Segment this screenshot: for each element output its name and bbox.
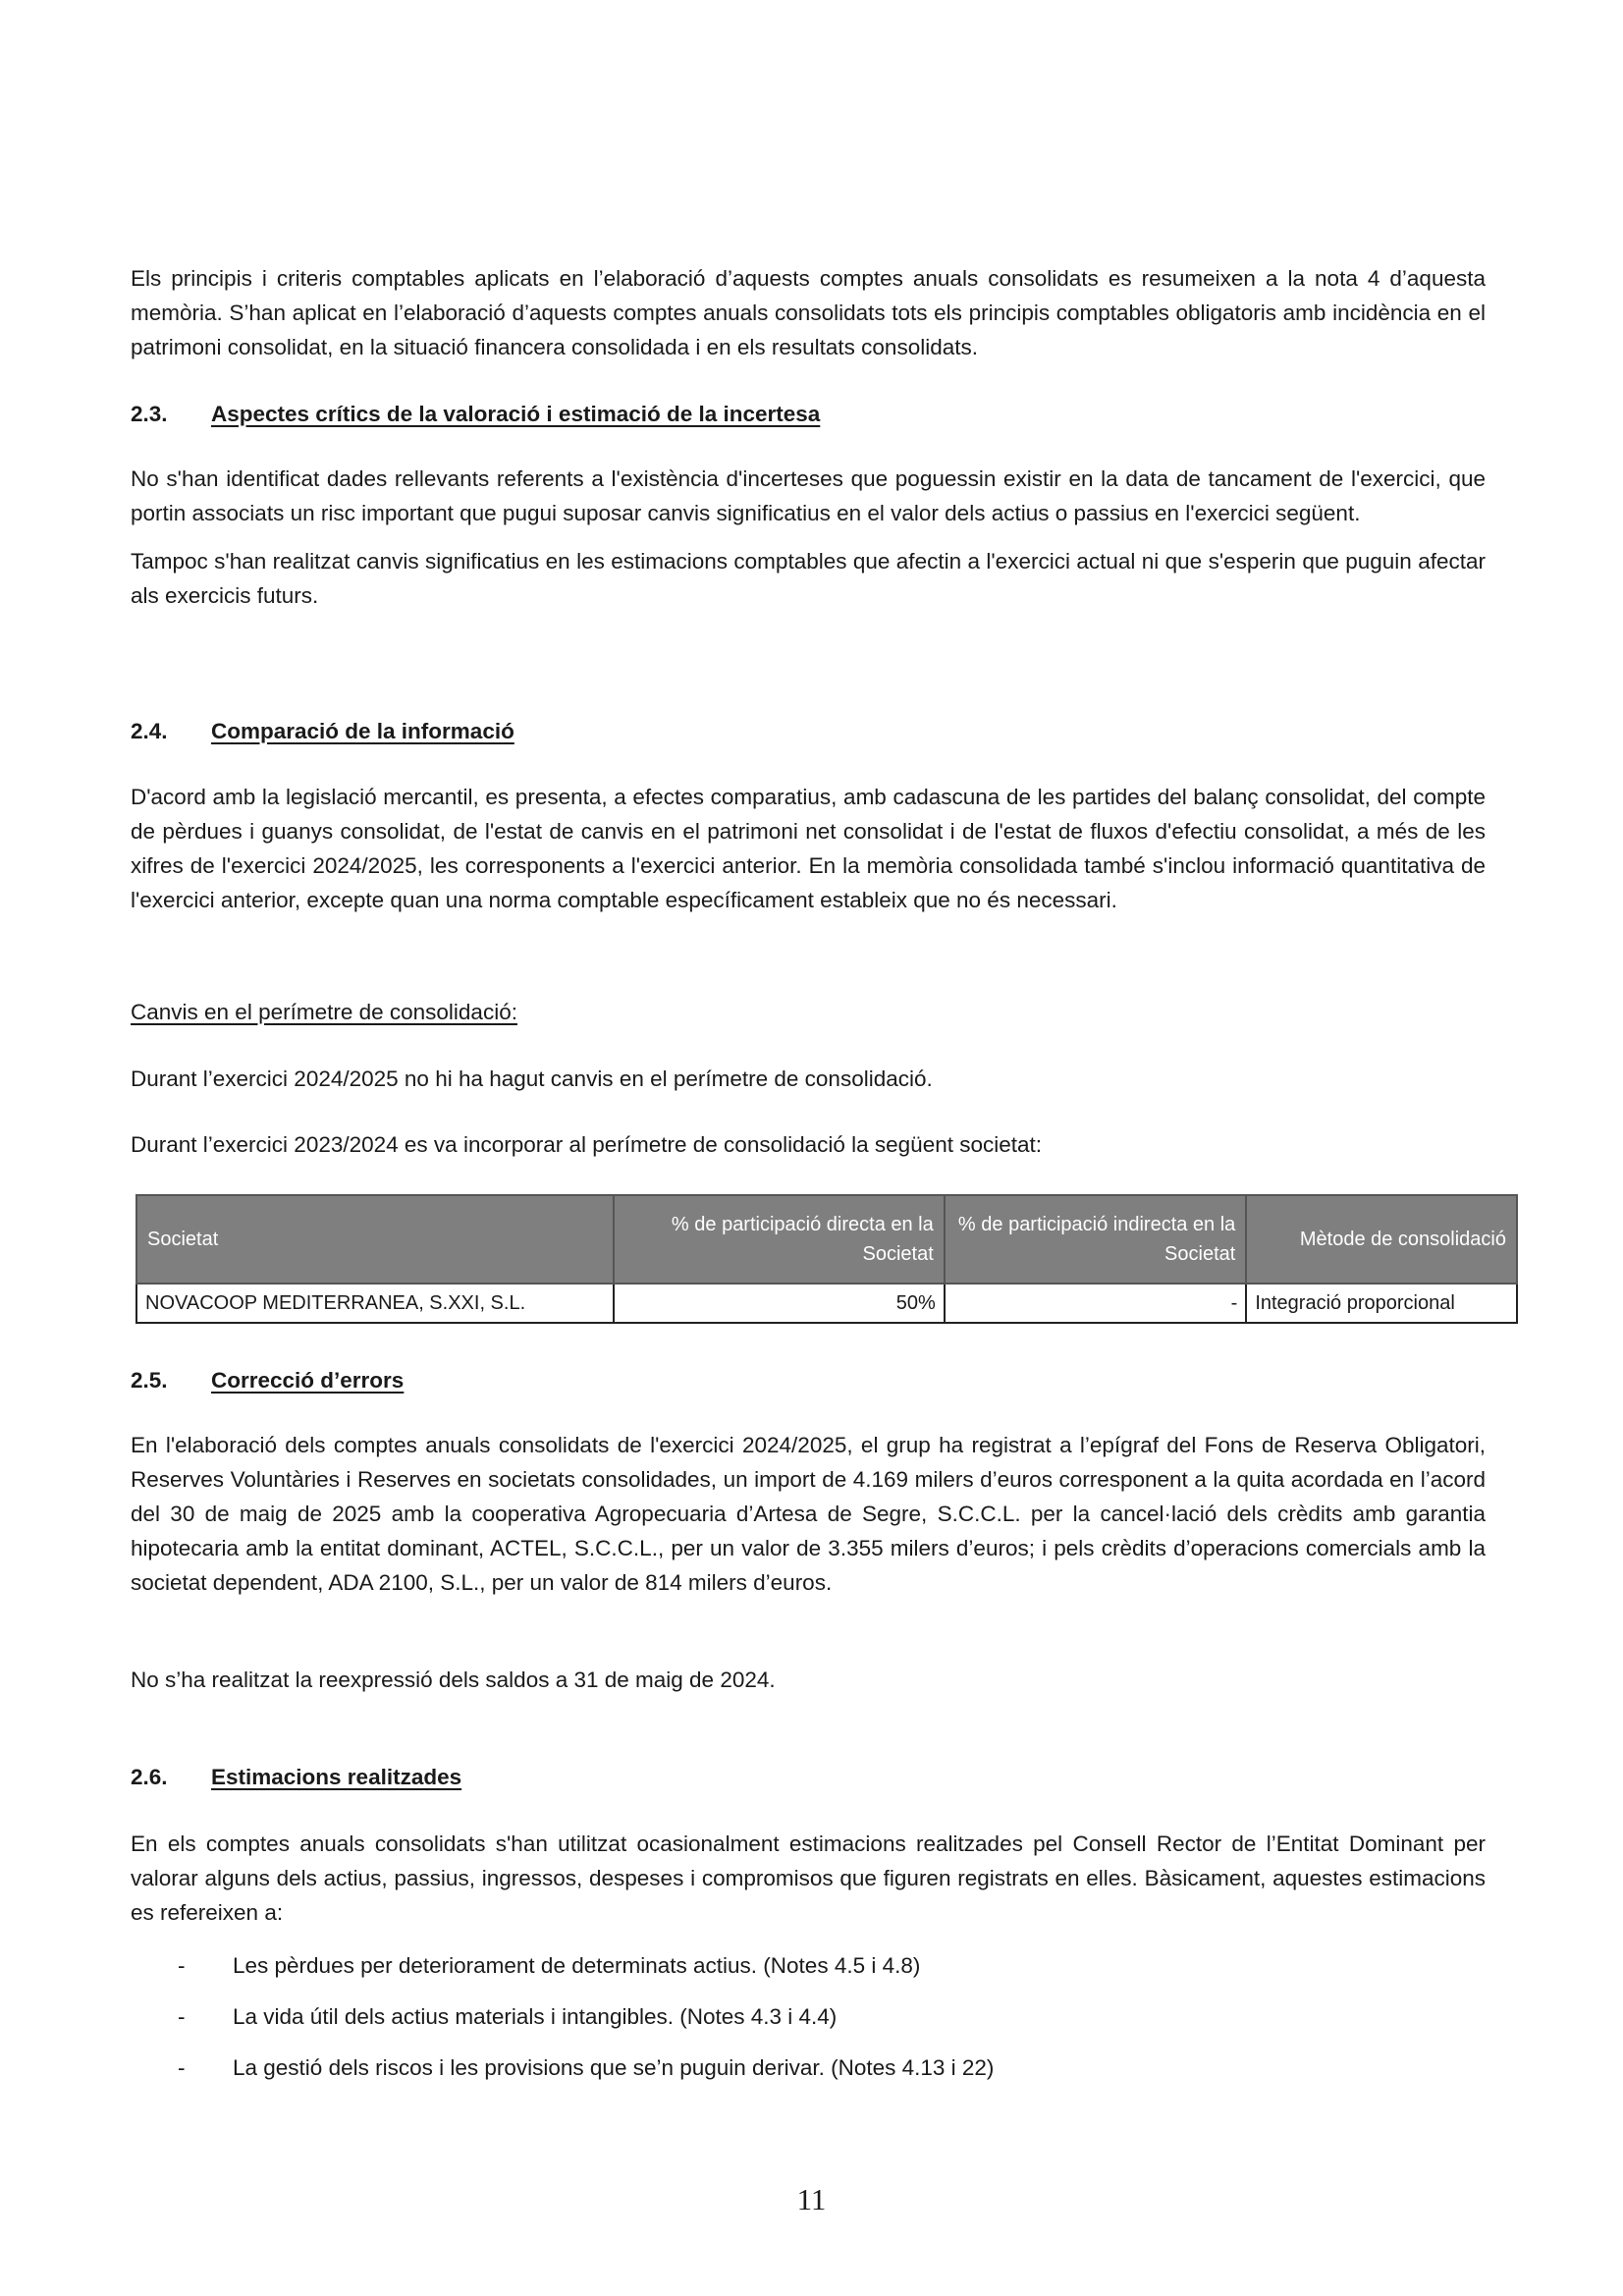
list-item-text: La vida útil dels actius materials i intangibles. (Notes 4.3 i 4.4) <box>233 2004 838 2029</box>
section-title: Comparació de la informació <box>211 719 514 743</box>
list-item <box>131 2050 1486 2085</box>
table-row <box>136 1284 1517 1323</box>
consolidation-table <box>135 1194 1518 1324</box>
section-2-6-heading <box>131 1763 461 1792</box>
header-societat: Societat <box>136 1195 614 1284</box>
cell-societat: NOVACOOP MEDITERRANEA, S.XXI, S.L. <box>136 1284 614 1323</box>
section-title: Correcció d’errors <box>211 1368 405 1393</box>
section-title: Aspectes crítics de la valoració i estimació de la incertesa <box>211 402 821 426</box>
header-directa: % de participació directa en la Societat <box>614 1195 944 1284</box>
dash-bullet: - <box>178 2004 186 2029</box>
perimeter-subheading: Canvis en el perímetre de consolidació: <box>131 1000 517 1024</box>
cell-indirecta: - <box>945 1284 1247 1323</box>
paragraph: Durant l’exercici 2024/2025 no hi ha hagut canvis en el perímetre de consolidació. <box>131 1066 933 1091</box>
paragraph: No s’ha realitzat la reexpressió dels saldos a 31 de maig de 2024. <box>131 1667 776 1692</box>
paragraph: No s'han identificat dades rellevants referents a l'existència d'incerteses que poguessin existir en la data de tancament de l'exercici, que portin associats un risc important que pugui suposar canvis significatius en el valor dels actius o passius en l'exercici següent. <box>131 466 1486 525</box>
perimeter-text-1 <box>131 1062 1486 1096</box>
list-item-text: La gestió dels riscos i les provisions que se’n puguin derivar. (Notes 4.13 i 22) <box>233 2055 995 2080</box>
section-2-3-heading <box>131 400 820 429</box>
cell-directa: 50% <box>614 1284 944 1323</box>
paragraph: En l'elaboració dels comptes anuals consolidats de l'exercici 2024/2025, el grup ha registrat a l’epígraf del Fons de Reserva Obligatori, Reserves Voluntàries i Reserves en societats consolidades, un import de 4.169 milers d’euros corresponent a la quita acordada en l’acord del 30 de maig de 2025 amb la cooperativa Agropecuaria d’Artesa de Segre, S.C.C.L. per la cancel·lació dels crèdits amb garantia hipotecaria amb la entitat dominant, ACTEL, S.C.C.L., per un valor de 3.355 milers d’euros; i pels crèdits d’operacions comercials amb la societat dependent, ADA 2100, S.L., per un valor de 814 milers d’euros. <box>131 1433 1486 1595</box>
list-item <box>131 1948 1486 1983</box>
estimates-list-wrapper <box>131 1948 1486 2102</box>
page-number: 11 <box>796 2182 827 2216</box>
section-2-5-body <box>131 1428 1486 1600</box>
list-item-text: Les pèrdues per deteriorament de determinats actius. (Notes 4.5 i 4.8) <box>233 1953 921 1978</box>
paragraph: Tampoc s'han realitzat canvis significatius en les estimacions comptables que afectin a l'exercici actual ni que s'esperin que puguin afectar als exercicis futurs. <box>131 549 1486 608</box>
section-number: 2.6. <box>131 1765 168 1789</box>
section-number: 2.3. <box>131 402 168 426</box>
section-2-3-body <box>131 462 1486 613</box>
list-item <box>131 1999 1486 2034</box>
paragraph: En els comptes anuals consolidats s'han utilitzat ocasionalment estimacions realitzades pel Consell Rector de l’Entitat Dominant per valorar alguns dels actius, passius, ingressos, despeses i compromisos que figuren registrats en elles. Bàsicament, aquestes estimacions es refereixen a: <box>131 1831 1486 1925</box>
perimeter-text-2 <box>131 1127 1486 1162</box>
paragraph: Durant l’exercici 2023/2024 es va incorporar al perímetre de consolidació la següent societat: <box>131 1132 1043 1157</box>
section-number: 2.4. <box>131 719 168 743</box>
paragraph: D'acord amb la legislació mercantil, es presenta, a efectes comparatius, amb cadascuna de les partides del balanç consolidat, del compte de pèrdues i guanys consolidat, de l'estat de canvis en el patrimoni net consolidat i de l'estat de fluxos d'efectiu consolidat, a més de les xifres de l'exercici 2024/2025, les corresponents a l'exercici anterior. En la memòria consolidada també s'inclou informació quantitativa de l'exercici anterior, excepte quan una norma comptable específicament estableix que no és necessari. <box>131 785 1486 912</box>
section-2-4-body <box>131 780 1486 917</box>
dash-bullet: - <box>178 1953 186 1978</box>
intro-paragraph: Els principis i criteris comptables aplicats en l’elaboració d’aquests comptes anuals consolidats es resumeixen a la nota 4 d’aquesta memòria. S’han aplicat en l’elaboració d’aquests comptes anuals consolidats tots els principis comptables obligatoris amb incidència en el patrimoni consolidat, en la situació financera consolidada i en els resultats consolidats. <box>131 266 1486 359</box>
header-metode: Mètode de consolidació <box>1246 1195 1517 1284</box>
estimates-list <box>131 1948 1486 2085</box>
section-2-6-body <box>131 1827 1486 1930</box>
section-2-4-heading <box>131 717 514 746</box>
dash-bullet: - <box>178 2055 186 2080</box>
cell-metode: Integració proporcional <box>1246 1284 1517 1323</box>
section-2-5-heading <box>131 1366 404 1395</box>
intro-section <box>131 261 1486 364</box>
header-indirecta: % de participació indirecta en la Societat <box>945 1195 1247 1284</box>
section-title: Estimacions realitzades <box>211 1765 462 1789</box>
table-header-row <box>136 1195 1517 1284</box>
section-number: 2.5. <box>131 1368 168 1393</box>
section-2-5-note <box>131 1663 1486 1697</box>
